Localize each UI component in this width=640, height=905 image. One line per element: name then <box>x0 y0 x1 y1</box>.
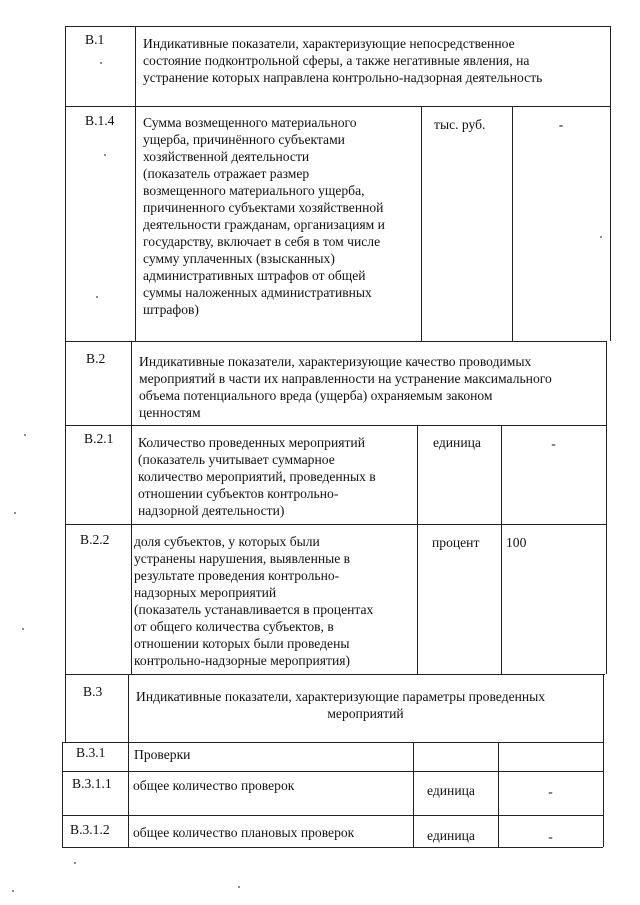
row-text-line: количество мероприятий, проведенных в <box>138 469 376 484</box>
scan-speck <box>104 154 106 156</box>
row-text-line: Индикативные показатели, характеризующие качество проводимых <box>139 354 532 369</box>
border-left <box>65 26 66 742</box>
scan-speck <box>100 62 102 64</box>
rule <box>65 341 607 342</box>
row-text-line: общее количество плановых проверок <box>133 825 355 840</box>
rule <box>65 524 607 525</box>
rule <box>62 815 603 816</box>
scan-speck <box>238 886 240 888</box>
row-code: В.3.1.2 <box>70 822 110 837</box>
row-text-line: состояние подконтрольной сферы, а также негативные явления, на <box>143 53 530 68</box>
rule-bottom <box>62 847 603 848</box>
rule <box>65 425 607 426</box>
row-text-line: Индикативные показатели, характеризующие параметры проведенных <box>136 689 546 704</box>
scan-speck <box>96 296 98 298</box>
row-text-line: административных штрафов от общей <box>143 268 366 283</box>
row-value: 100 <box>506 535 527 550</box>
scan-speck <box>22 628 24 630</box>
row-text-line: мероприятий <box>327 706 404 721</box>
row-text-line: устранены нарушения, выявленные в <box>134 551 351 566</box>
row-text-line: (показатель отражает размер <box>143 166 310 181</box>
col-divider <box>501 425 502 674</box>
col-divider <box>421 106 422 341</box>
row-text-line: надзорной деятельности) <box>138 503 285 518</box>
row-unit: процент <box>432 535 480 550</box>
row-text-line: Индикативные показатели, характеризующие непосредственное <box>143 36 515 51</box>
rule <box>65 674 605 675</box>
row-text-line: доля субъектов, у которых были <box>134 534 320 549</box>
row-value: - <box>558 117 564 132</box>
row-unit: единица <box>427 783 475 798</box>
row-text-line: надзорных мероприятий <box>134 585 277 600</box>
scan-speck <box>24 434 26 436</box>
scan-speck <box>600 236 602 238</box>
row-text-line: мероприятий в части их направленности на устранение максимального <box>139 371 552 386</box>
row-text-line: ценностям <box>139 405 201 420</box>
row-code: В.2 <box>86 351 106 366</box>
row-unit: тыс. руб. <box>434 117 486 132</box>
col-divider <box>135 26 136 341</box>
row-text-line: государству, включает в себя в том числе <box>143 234 381 249</box>
row-text-line: штрафов) <box>143 302 199 317</box>
row-text-line: Проверки <box>134 747 191 762</box>
rule-top <box>65 26 611 27</box>
row-text-line: отношении которых были проведены <box>134 636 350 651</box>
row-text-line: (показатель учитывает суммарное <box>138 452 335 467</box>
scan-speck <box>14 512 16 514</box>
row-text-line: объема потенциального вреда (ущерба) охраняемым законом <box>139 388 493 403</box>
row-text-line: суммы наложенных административных <box>143 285 372 300</box>
border-left <box>62 742 63 847</box>
scan-speck <box>74 862 76 864</box>
col-divider <box>128 674 129 847</box>
row-unit: единица <box>433 435 481 450</box>
row-text-line: общее количество проверок <box>133 778 295 793</box>
row-text-line: от общего количества субъектов, в <box>134 619 334 634</box>
row-code: В.3.1 <box>76 745 106 760</box>
row-text-line: ущерба, причинённого субъектами <box>143 132 345 147</box>
scan-speck <box>12 890 14 892</box>
row-text-line: (показатель устанавливается в процентах <box>134 602 374 617</box>
row-value: - <box>548 829 553 844</box>
row-text-line: контрольно-надзорные мероприятия) <box>134 653 351 668</box>
rule <box>62 742 603 743</box>
row-text-line: возмещенного материального ущерба, <box>143 183 365 198</box>
row-unit: единица <box>427 828 475 843</box>
row-text-line: деятельности гражданам, организациям и <box>143 217 385 232</box>
row-text-line: результате проведения контрольно- <box>134 568 340 583</box>
row-code: В.2.2 <box>80 532 110 547</box>
col-divider <box>417 425 418 674</box>
row-text-line: устранение которых направлена контрольно-надзорная деятельность <box>143 70 543 85</box>
col-divider <box>131 341 132 674</box>
row-text-line: хозяйственной деятельности <box>143 149 310 164</box>
row-text-line: причиненного субъектами хозяйственной <box>143 200 384 215</box>
row-text-line: Количество проведенных мероприятий <box>138 435 365 450</box>
row-text-line: сумму уплаченных (взысканных) <box>143 251 335 266</box>
rule <box>65 106 611 107</box>
row-text-line: отношении субъектов контрольно- <box>138 486 339 501</box>
row-code: В.2.1 <box>84 431 114 446</box>
border-right <box>610 26 611 341</box>
row-code: В.1.4 <box>85 113 115 128</box>
border-right <box>606 341 607 674</box>
row-text-line: Сумма возмещенного материального <box>143 115 357 130</box>
border-right <box>603 674 604 847</box>
row-code: В.3 <box>83 684 103 699</box>
col-divider <box>413 742 414 847</box>
col-divider <box>512 106 513 341</box>
row-code: В.1 <box>85 32 105 47</box>
row-value: - <box>551 436 556 451</box>
rule <box>62 771 603 772</box>
row-value: - <box>548 784 553 799</box>
row-code: В.3.1.1 <box>72 776 112 791</box>
